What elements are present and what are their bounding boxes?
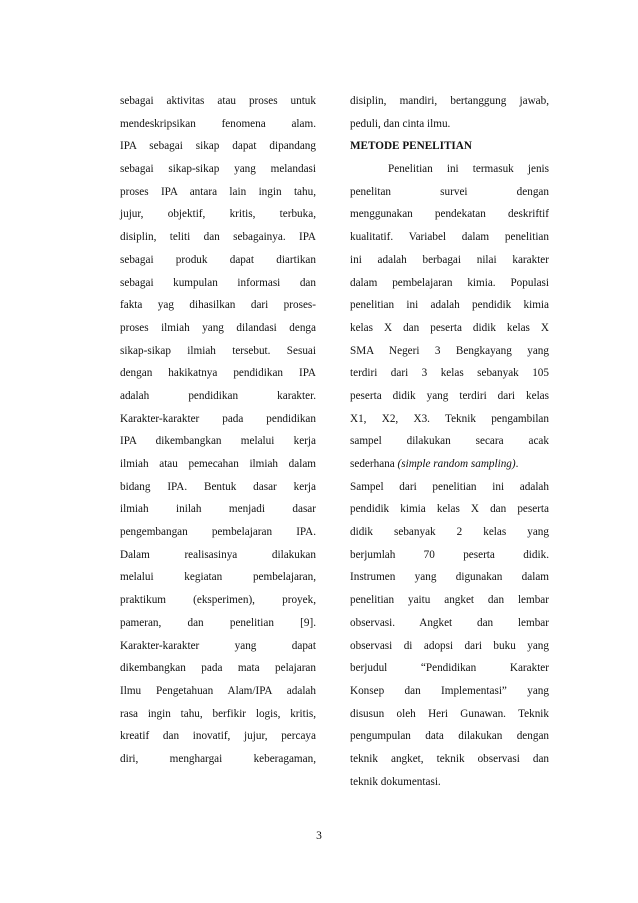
text-line: teknik angket, teknik observasi dan bbox=[350, 752, 549, 765]
text-line: penelitian yaitu angket dan lembar bbox=[350, 594, 549, 607]
text-line: peduli, dan cinta ilmu. bbox=[350, 117, 451, 130]
text-line: peserta didik yang terdiri dari kelas bbox=[350, 389, 549, 402]
text-line: kreatif dan inovatif, jujur, percaya bbox=[120, 730, 316, 743]
text-line: diri, menghargai keberagaman, bbox=[120, 752, 316, 765]
text-line: Instrumen yang digunakan dalam bbox=[350, 571, 549, 584]
paragraph-first-line: Penelitian ini termasuk jenis bbox=[388, 163, 549, 176]
text-line: Dalam realisasinya dilakukan bbox=[120, 548, 316, 561]
text-line: bidang IPA. Bentuk dasar kerja bbox=[120, 480, 316, 493]
text-line: menggunakan pendekatan deskriftif bbox=[350, 208, 549, 221]
right-column bbox=[350, 90, 549, 793]
page-number: 3 bbox=[316, 830, 322, 842]
text-line: mendeskripsikan fenomena alam. bbox=[120, 117, 316, 130]
text-line: kelas X dan peserta didik kelas X bbox=[350, 321, 549, 334]
text-line: proses ilmiah yang dilandasi denga bbox=[120, 321, 316, 334]
text-line: IPA dikembangkan melalui kerja bbox=[120, 435, 316, 448]
text-line: disiplin, mandiri, bertanggung jawab, bbox=[350, 95, 549, 107]
text-line: adalah pendidikan karakter. bbox=[120, 389, 316, 402]
text-line: penelitan survei dengan bbox=[350, 185, 549, 198]
text-line: pengumpulan data dilakukan dengan bbox=[350, 730, 549, 743]
text-line: observasi di adopsi dari buku yang bbox=[350, 639, 549, 652]
text-line: praktikum (eksperimen), proyek, bbox=[120, 594, 316, 607]
text-line: Karakter-karakter yang dapat bbox=[120, 639, 316, 652]
text-line: Konsep dan Implementasi” yang bbox=[350, 684, 549, 697]
text-line: dengan hakikatnya pendidikan IPA bbox=[120, 367, 316, 380]
text-line: disusun oleh Heri Gunawan. Teknik bbox=[350, 707, 549, 720]
text-line: berjumlah 70 peserta didik. bbox=[350, 548, 549, 561]
text-line: sampel dilakukan secara acak bbox=[350, 435, 549, 448]
text-line: didik sebanyak 2 kelas yang bbox=[350, 526, 549, 539]
text-line: pendidik kimia kelas X dan peserta bbox=[350, 503, 549, 516]
text-line: jujur, objektif, kritis, terbuka, bbox=[120, 208, 316, 221]
text-line: sebagai kumpulan informasi dan bbox=[120, 276, 316, 289]
text-line: ini adalah berbagai nilai karakter bbox=[350, 253, 549, 266]
text-line: Karakter-karakter pada pendidikan bbox=[120, 412, 316, 425]
text-line: SMA Negeri 3 Bengkayang yang bbox=[350, 344, 549, 357]
left-column bbox=[120, 90, 316, 771]
text-line: X1, X2, X3. Teknik pengambilan bbox=[350, 412, 549, 425]
text-line-with-italic bbox=[350, 453, 549, 476]
text-line: IPA sebagai sikap dapat dipandang bbox=[120, 140, 316, 153]
text-line: fakta yag dihasilkan dari proses- bbox=[120, 299, 316, 312]
text-line: kualitatif. Variabel dalam penelitian bbox=[350, 231, 549, 244]
text-line: sikap-sikap ilmiah tersebut. Sesuai bbox=[120, 344, 316, 357]
text-line: Sampel dari penelitian ini adalah bbox=[350, 480, 549, 493]
text-line: sebagai produk dapat diartikan bbox=[120, 253, 316, 266]
text-line: melalui kegiatan pembelajaran, bbox=[120, 571, 316, 584]
text-line: proses IPA antara lain ingin tahu, bbox=[120, 185, 316, 198]
text-segment: . bbox=[515, 458, 519, 470]
text-line: disiplin, teliti dan sebagainya. IPA bbox=[120, 231, 316, 244]
italic-term: (simple random sampling) bbox=[397, 458, 516, 470]
text-line: teknik dokumentasi. bbox=[350, 775, 441, 788]
text-line: terdiri dari 3 kelas sebanyak 105 bbox=[350, 367, 549, 380]
text-line: Ilmu Pengetahuan Alam/IPA adalah bbox=[120, 684, 316, 697]
text-line: observasi. Angket dan lembar bbox=[350, 616, 549, 629]
text-line: berjudul “Pendidikan Karakter bbox=[350, 662, 549, 675]
text-segment: sederhana bbox=[350, 458, 398, 470]
text-line: dalam pembelajaran kimia. Populasi bbox=[350, 276, 549, 289]
text-line: sebagai sikap-sikap yang melandasi bbox=[120, 163, 316, 176]
text-line: rasa ingin tahu, berfikir logis, kritis, bbox=[120, 707, 316, 720]
section-heading: METODE PENELITIAN bbox=[350, 140, 472, 153]
text-line: sebagai aktivitas atau proses untuk bbox=[120, 95, 316, 107]
text-line: penelitian ini adalah pendidik kimia bbox=[350, 299, 549, 312]
text-line: dikembangkan pada mata pelajaran bbox=[120, 662, 316, 675]
text-line: pengembangan pembelajaran IPA. bbox=[120, 526, 316, 539]
text-line: ilmiah atau pemecahan ilmiah dalam bbox=[120, 458, 316, 470]
text-line: ilmiah inilah menjadi dasar bbox=[120, 503, 316, 516]
text-line: pameran, dan penelitian [9]. bbox=[120, 616, 316, 629]
